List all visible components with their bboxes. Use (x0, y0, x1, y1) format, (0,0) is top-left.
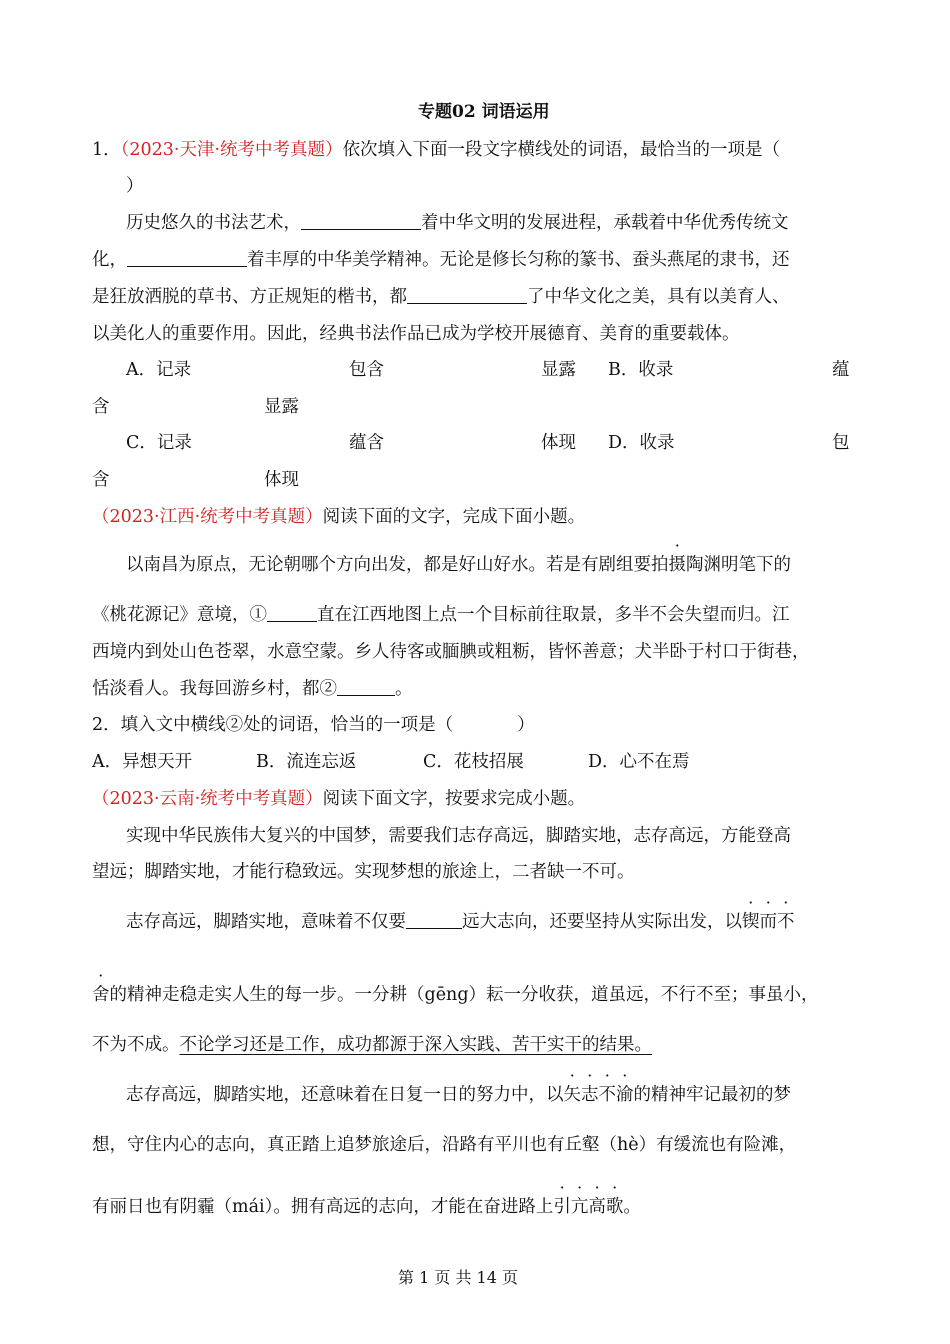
option-b: B．流连忘返 (256, 752, 357, 772)
passage-text: 着中华文明的发展进程，承载着中华优秀传统文 (421, 213, 789, 233)
passage-text: 恬淡看人。我每回游乡村，都② (92, 679, 337, 699)
passage-line (92, 1033, 652, 1057)
source-tag: （2023·江西·统考中考真题） (92, 507, 323, 527)
group-intro: 阅读下面的文字，完成下面小题。 (322, 507, 586, 527)
source-tag: （2023·天津·统考中考真题） (120, 140, 343, 160)
option-c-word3: 体现 (541, 433, 576, 453)
passage-line (92, 603, 790, 627)
underlined-sentence: 不论学习还是工作，成功都源于深入实践、苦干实干的结果。 (179, 1035, 652, 1055)
passage-text: 有丽日也有阴霾（mái）。拥有高远的志向，才能在奋进路上 (92, 1197, 554, 1217)
passage-text: 。 (623, 1197, 641, 1217)
question-1-stem (92, 138, 780, 162)
emphasis-char: 志 (581, 1085, 599, 1105)
passage-line: 实现中华民族伟大复兴的中国梦，需要我们志存高远，脚踏实地，志存高远，方能登高 (126, 826, 791, 846)
group-header (92, 787, 585, 811)
passage-line (126, 211, 789, 235)
passage-line (92, 248, 790, 272)
passage-line: 想，守住内心的志向，真正踏上追梦旅途后，沿路有平川也有丘壑（hè）有缓流也有险滩， (92, 1135, 797, 1155)
passage-text: 志存高远，脚踏实地，还意味着在日复一日的努力中，以 (126, 1085, 564, 1105)
answer-blank (406, 910, 462, 929)
passage-line (92, 677, 413, 701)
passage-text: 化， (92, 250, 127, 270)
option-c-label: C．记录 (126, 433, 192, 453)
passage-text: 了中华文化之美，具有以美育人、 (527, 287, 790, 307)
passage-text: 。 (395, 679, 413, 699)
emphasis-char: 亢 (570, 1197, 589, 1217)
emphasis-char: 不 (777, 912, 795, 932)
emphasis-char: 不 (598, 1085, 616, 1105)
option-d-label: D．收录 (608, 433, 675, 453)
option-b-word2b: 含 (92, 397, 110, 417)
passage-line: 望远；脚踏实地，才能行稳致远。实现梦想的旅途上，二者缺一不可。 (92, 862, 635, 882)
emphasis-char: 引 (553, 1197, 571, 1217)
page-footer: 第 1 页 共 14 页 (398, 1268, 518, 1287)
question-2-stem (92, 713, 535, 737)
option-a-word2: 包含 (349, 360, 384, 380)
passage-line: 西境内到处山色苍翠，水意空蒙。乡人待客或腼腆或粗粝，皆怀善意；犬半卧于村口于街巷， (92, 642, 810, 662)
option-b-label: B．收录 (608, 360, 674, 380)
answer-blank (301, 211, 421, 230)
option-d: D．心不在焉 (588, 752, 690, 772)
group-header (92, 505, 585, 529)
question-1-stem-end: ） (126, 176, 144, 196)
answer-blank (407, 285, 527, 304)
passage-text: 陶渊明笔下的 (686, 555, 791, 575)
emphasis-char: 高 (588, 1197, 606, 1217)
passage-text: 《桃花源记》意境，① (92, 605, 267, 625)
passage-text: 直在江西地图上点一个目标前往取景，多半不会失望而归。江 (317, 605, 790, 625)
option-c-word2: 蕴含 (349, 433, 384, 453)
passage-text: 着丰厚的中华美学精神。无论是修长匀称的篆书、蚕头燕尾的隶书，还 (247, 250, 790, 270)
emphasis-char: 渝 (616, 1085, 634, 1105)
answer-blank (127, 248, 247, 267)
passage-text: 历史悠久的书法艺术， (126, 213, 301, 233)
option-d-word2a: 包 (832, 433, 850, 453)
passage-line (126, 910, 795, 934)
option-a: A．异想天开 (92, 752, 193, 772)
page-title: 专题02 词语运用 (418, 102, 550, 122)
option-d-word3: 体现 (264, 470, 299, 490)
passage-text: 不为不成。 (92, 1035, 180, 1055)
option-c: C．花枝招展 (423, 752, 524, 772)
passage-text: 的精神走稳走实人生的每一步。一分耕（gēng）耘一分收获，道虽远，不行不至；事虽小， (109, 985, 819, 1005)
question-text: ） (517, 715, 535, 735)
passage-line: 以美化人的重要作用。因此，经典书法作品已成为学校开展德育、美育的重要载体。 (92, 324, 740, 344)
emphasis-char: 矢 (563, 1085, 581, 1105)
option-b-word3: 显露 (264, 397, 299, 417)
option-a-label: A．记录 (126, 360, 192, 380)
passage-line (92, 983, 819, 1007)
emphasis-char: 歌 (605, 1197, 624, 1217)
option-d-word2b: 含 (92, 470, 110, 490)
emphasis-char: 摄 (668, 555, 686, 575)
passage-text: 远大志向，还要坚持从实际出发，以 (462, 912, 742, 932)
answer-blank (337, 677, 395, 696)
option-b-word2a: 蕴 (832, 360, 850, 380)
emphasis-char: 而 (759, 912, 777, 932)
question-text: 依次填入下面一段文字横线处的词语，最恰当的一项是（ (342, 140, 781, 160)
passage-text: 的精神牢记最初的梦 (633, 1085, 791, 1105)
emphasis-char: 舍 (92, 985, 110, 1005)
source-tag: （2023·云南·统考中考真题） (92, 789, 323, 809)
passage-line (92, 1195, 641, 1219)
passage-line (92, 285, 790, 309)
passage-text: 志存高远，脚踏实地，意味着不仅要 (126, 912, 406, 932)
answer-blank (267, 603, 317, 622)
question-number: 1． (92, 140, 121, 160)
passage-line (126, 1083, 791, 1107)
passage-text: 是狂放洒脱的草书、方正规矩的楷书，都 (92, 287, 407, 307)
option-a-word3: 显露 (541, 360, 576, 380)
passage-line (126, 553, 791, 577)
question-text: 2．填入文中横线②处的词语，恰当的一项是（ (92, 715, 454, 735)
emphasis-char: 锲 (742, 912, 760, 932)
group-intro: 阅读下面文字，按要求完成小题。 (322, 789, 586, 809)
passage-text: 以南昌为原点，无论朝哪个方向出发，都是好山好水。若是有剧组要拍 (126, 555, 669, 575)
